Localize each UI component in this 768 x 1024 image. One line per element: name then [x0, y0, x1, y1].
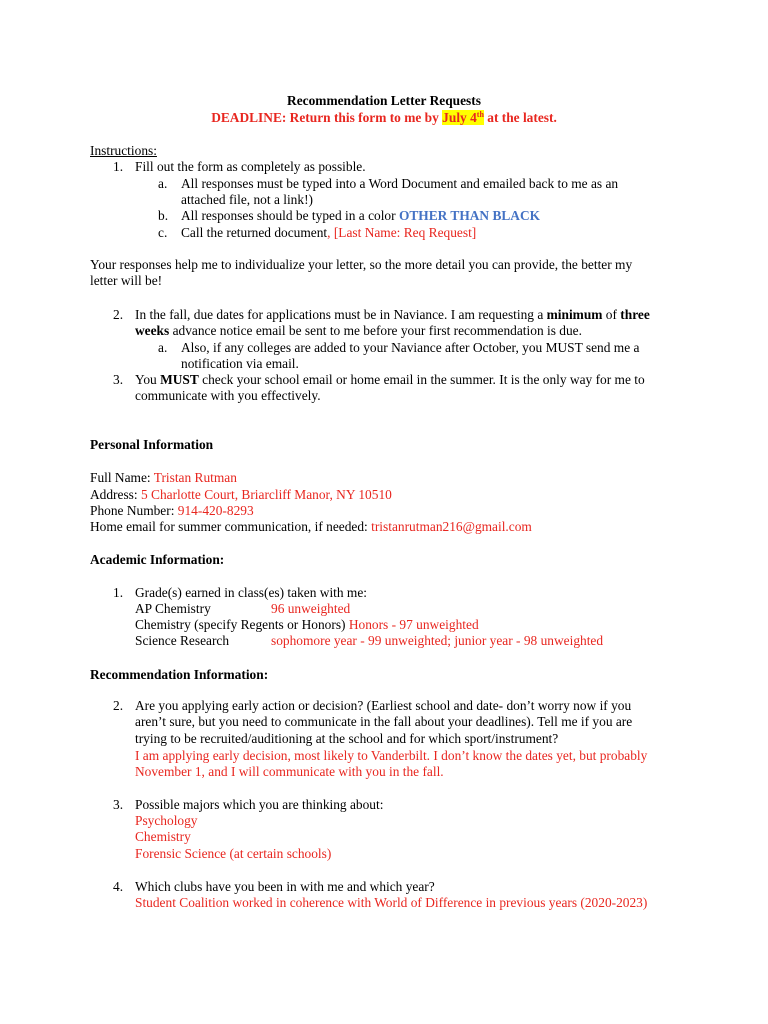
item2-bold-minimum: minimum [546, 307, 603, 322]
grade-row-label: Science Research [135, 633, 230, 648]
deadline-date: July 4 [442, 110, 477, 125]
list-number: 1. [113, 159, 124, 174]
item2-sub-a-line1: Also, if any colleges are added to your Naviance after October, you MUST send me a [181, 340, 640, 355]
list-letter: a. [158, 176, 168, 191]
full-name-value: Tristan Rutman [153, 470, 237, 485]
intro-paragraph-line1: Your responses help me to individualize your letter, so the more detail you can provide, the better my [90, 257, 633, 272]
list-number: 3. [113, 372, 124, 387]
title-text: Recommendation Letter Requests [287, 93, 481, 108]
q3-question: Possible majors which you are thinking about: [135, 797, 384, 812]
q2-line2: aren’t sure, but you need to communicate in the fall about your deadlines). Tell me if you are [135, 714, 633, 729]
q2-answer-line1: I am applying early decision, most likely to Vanderbilt. I don’t know the dates yet, but probably [135, 748, 648, 763]
list-number: 2. [113, 698, 124, 713]
deadline-date-highlight [442, 110, 484, 125]
grade-row-value: 96 unweighted [271, 601, 351, 616]
instruction-item-1: Fill out the form as completely as possible. [135, 159, 366, 174]
q2-line3: trying to be recruited/auditioning at the school and for which sport/instrument? [135, 731, 559, 746]
list-number: 2. [113, 307, 124, 322]
list-letter: c. [158, 225, 168, 240]
sub-b-text: All responses should be typed in a color [181, 208, 399, 223]
deadline-suffix: at the latest. [483, 110, 557, 125]
q3-answer: Chemistry [135, 829, 191, 844]
document-title [0, 93, 768, 109]
list-number: 3. [113, 797, 124, 812]
sub-b-color-emphasis: OTHER THAN BLACK [398, 208, 541, 223]
grade-row-label: Chemistry (specify Regents or Honors) [135, 617, 349, 632]
q2-answer-line2: November 1, and I will communicate with you in the fall. [135, 764, 444, 779]
q3-answer: Forensic Science (at certain schools) [135, 846, 332, 861]
list-letter: a. [158, 340, 168, 355]
item2-text-c: of [602, 307, 621, 322]
email-label: Home email for summer communication, if needed: [90, 519, 372, 534]
intro-paragraph-line2: letter will be! [90, 273, 163, 288]
email-value: tristanrutman216@gmail.com [371, 519, 532, 534]
instruction-item-2-line1 [135, 307, 650, 323]
grade-row-value: sophomore year - 99 unweighted; junior year - 98 unweighted [271, 633, 604, 648]
item3-text-c: check your school email or home email in the summer. It is the only way for me to [198, 372, 645, 387]
recommendation-info-heading: Recommendation Information: [90, 667, 269, 682]
instruction-sub-c [181, 225, 476, 241]
email-row [90, 519, 532, 535]
address-value: 5 Charlotte Court, Briarcliff Manor, NY 10510 [140, 487, 392, 502]
item3-bold-must: MUST [160, 372, 199, 387]
full-name-row [90, 470, 237, 486]
list-letter: b. [158, 208, 169, 223]
deadline-line [0, 110, 768, 126]
deadline-date-sup: th [476, 110, 484, 119]
q2-line1: Are you applying early action or decision? (Earliest school and date- don’t worry now if you [135, 698, 632, 713]
full-name-label: Full Name: [90, 470, 154, 485]
instructions-heading: Instructions: [90, 143, 157, 158]
grade-row-label: AP Chemistry [135, 601, 211, 616]
deadline-prefix: DEADLINE: Return this form to me by [211, 110, 443, 125]
instruction-sub-a-line1: All responses must be typed into a Word Document and emailed back to me as an [181, 176, 619, 191]
personal-info-heading: Personal Information [90, 437, 214, 452]
phone-value: 914-420-8293 [177, 503, 254, 518]
item3-text-a: You [135, 372, 161, 387]
item2-bold-weeks: weeks [135, 323, 170, 338]
q4-question: Which clubs have you been in with me and which year? [135, 879, 435, 894]
item2-text-a: In the fall, due dates for applications must be in Naviance. I am requesting a [135, 307, 547, 322]
address-row [90, 487, 392, 503]
sub-c-text: Call the returned document [181, 225, 328, 240]
instruction-item-3-line1 [135, 372, 645, 388]
grade-row-value: Honors - 97 unweighted [348, 617, 479, 632]
item2-bold-three: three [620, 307, 650, 322]
q4-answer: Student Coalition worked in coherence with World of Difference in previous years (2020-2023) [135, 895, 648, 910]
item2-text-rest: advance notice email be sent to me before your first recommendation is due. [169, 323, 582, 338]
instruction-item-3-line2: communicate with you effectively. [135, 388, 321, 403]
academic-info-heading: Academic Information: [90, 552, 225, 567]
q3-answer: Psychology [135, 813, 198, 828]
list-number: 4. [113, 879, 124, 894]
grades-question: Grade(s) earned in class(es) taken with me: [135, 585, 368, 600]
list-number: 1. [113, 585, 124, 600]
address-label: Address: [90, 487, 141, 502]
phone-row [90, 503, 254, 519]
item2-sub-a-line2: notification via email. [181, 356, 299, 371]
instruction-sub-a-line2: attached file, not a link!) [181, 192, 313, 207]
grade-row [135, 617, 479, 633]
phone-label: Phone Number: [90, 503, 178, 518]
instruction-item-2-line2 [135, 323, 582, 339]
sub-c-filename: , [Last Name: Req Request] [327, 225, 477, 240]
instruction-sub-b [181, 208, 540, 224]
